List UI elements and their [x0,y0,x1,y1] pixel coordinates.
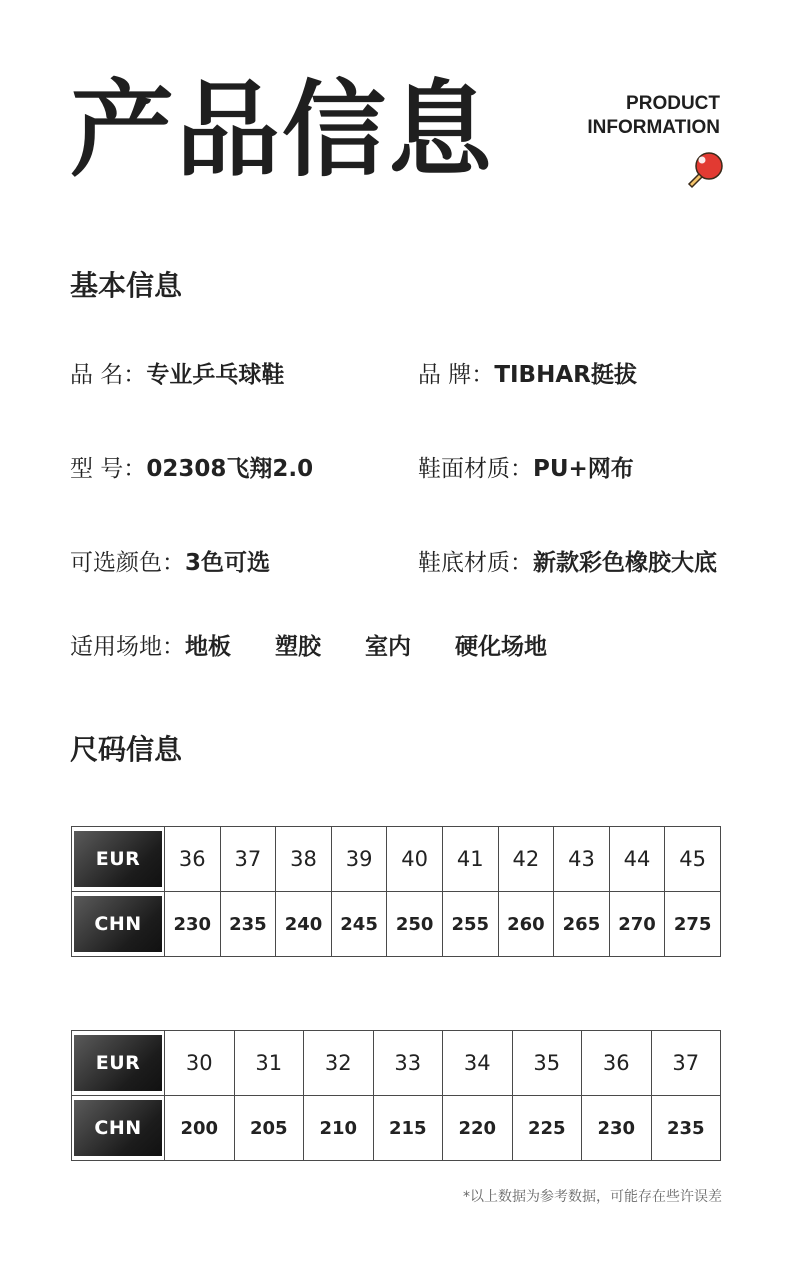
chn-cell: 225 [512,1096,582,1161]
size-table-kids [71,1030,721,1161]
field-value: PU+网布 [533,456,634,482]
venue-value: 室内 [365,634,411,660]
field-sole-material [418,544,717,577]
english-title-line1: PRODUCT [626,93,720,114]
row-header [72,1096,165,1161]
field-upper-material [418,450,634,483]
english-title-line2: INFORMATION [587,117,720,138]
eur-cell: 37 [220,827,276,892]
field-value: 专业乒乓球鞋 [146,362,285,388]
table-row [72,1096,721,1161]
eur-cell: 31 [234,1031,304,1096]
eur-cell: 36 [165,827,221,892]
chn-cell: 270 [609,892,665,957]
page-title: 产品信息 [70,69,495,191]
field-brand [418,356,637,389]
row-header-label: CHN [74,1100,162,1156]
chn-cell: 240 [276,892,332,957]
field-label: 可选颜色： [70,550,185,576]
eur-cell: 30 [165,1031,235,1096]
field-venues [70,628,547,661]
section-title-basic: 基本信息 [70,269,183,302]
eur-cell: 42 [498,827,554,892]
chn-cell: 275 [665,892,721,957]
chn-cell: 210 [304,1096,374,1161]
chn-cell: 220 [443,1096,513,1161]
field-model [70,450,313,483]
field-colors [70,544,270,577]
venue-value: 塑胶 [275,634,321,660]
field-product-name [70,356,284,389]
row-header-label: CHN [74,896,162,952]
chn-cell: 245 [331,892,387,957]
ping-pong-paddle-icon [685,150,725,190]
table-row [72,827,721,892]
chn-cell: 235 [220,892,276,957]
size-table-adult [71,826,721,957]
eur-cell: 33 [373,1031,443,1096]
field-value: 3色可选 [185,550,271,576]
chn-cell: 250 [387,892,443,957]
field-value: TIBHAR挺拔 [494,362,637,388]
eur-cell: 38 [276,827,332,892]
row-header [72,827,165,892]
chn-cell: 215 [373,1096,443,1161]
chn-cell: 255 [442,892,498,957]
reference-note: *以上数据为参考数据，可能存在些许误差 [463,1189,722,1205]
eur-cell: 36 [582,1031,652,1096]
table-row [72,1031,721,1096]
field-label: 品 名： [70,362,147,388]
chn-cell: 230 [165,892,221,957]
eur-cell: 45 [665,827,721,892]
chn-cell: 200 [165,1096,235,1161]
row-header [72,1031,165,1096]
section-title-sizes: 尺码信息 [70,733,183,766]
chn-cell: 265 [554,892,610,957]
venue-value: 硬化场地 [455,634,547,660]
eur-cell: 35 [512,1031,582,1096]
field-label: 型 号： [70,456,147,482]
eur-cell: 43 [554,827,610,892]
english-title [587,92,720,140]
eur-cell: 34 [443,1031,513,1096]
eur-cell: 44 [609,827,665,892]
chn-cell: 230 [582,1096,652,1161]
eur-cell: 39 [331,827,387,892]
chn-cell: 260 [498,892,554,957]
field-label: 鞋面材质： [418,456,533,482]
venue-value: 地板 [185,634,231,660]
row-header-label: EUR [74,1035,162,1091]
field-value: 新款彩色橡胶大底 [533,550,717,576]
eur-cell: 32 [304,1031,374,1096]
chn-cell: 205 [234,1096,304,1161]
field-value: 02308飞翔2.0 [146,456,314,482]
eur-cell: 37 [651,1031,721,1096]
field-label: 品 牌： [418,362,495,388]
eur-cell: 41 [442,827,498,892]
table-row [72,892,721,957]
eur-cell: 40 [387,827,443,892]
field-label: 鞋底材质： [418,550,533,576]
field-label: 适用场地： [70,634,185,660]
chn-cell: 235 [651,1096,721,1161]
row-header [72,892,165,957]
row-header-label: EUR [74,831,162,887]
